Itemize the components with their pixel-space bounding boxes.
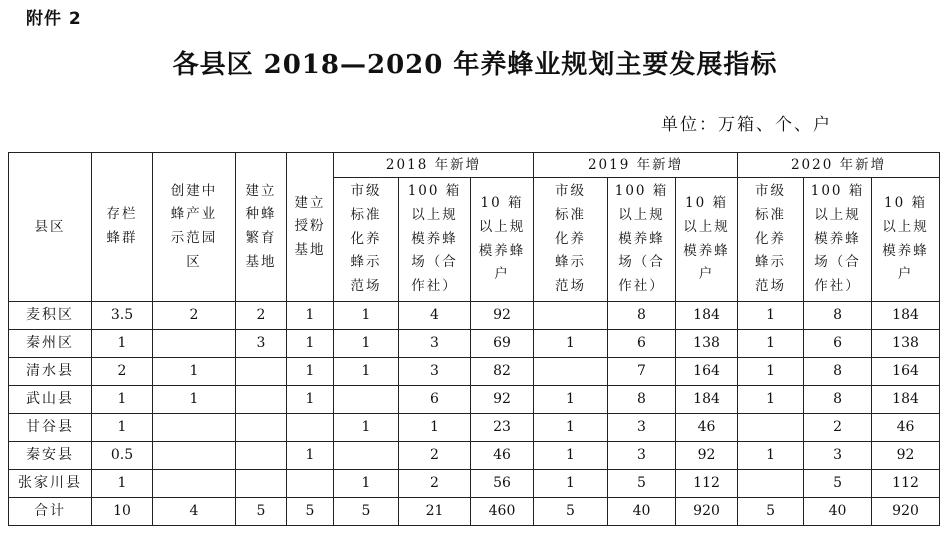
- y2020-household-cell: 138: [872, 330, 940, 358]
- y2018-coop-cell: 3: [399, 358, 471, 386]
- header-2019-demo-farm: 市级标准化养蜂示范场: [534, 178, 608, 302]
- county-cell: 秦州区: [9, 330, 92, 358]
- y2019-demo-cell: [534, 358, 608, 386]
- pollination-cell: 1: [287, 442, 334, 470]
- breeding-cell: 3: [236, 330, 287, 358]
- breeding-cell: [236, 414, 287, 442]
- header-park: 创建中蜂产业示范园区: [153, 153, 236, 302]
- y2018-demo-cell: [334, 442, 399, 470]
- header-stock: 存栏蜂群: [92, 153, 153, 302]
- breeding-cell: 5: [236, 498, 287, 526]
- stock-cell: 10: [92, 498, 153, 526]
- y2019-household-cell: 92: [676, 442, 738, 470]
- y2020-household-cell: 920: [872, 498, 940, 526]
- y2019-household-cell: 138: [676, 330, 738, 358]
- y2018-household-cell: 460: [471, 498, 534, 526]
- pollination-cell: [287, 470, 334, 498]
- table-row: [9, 442, 940, 470]
- pollination-cell: 5: [287, 498, 334, 526]
- y2018-coop-cell: 2: [399, 470, 471, 498]
- y2020-household-cell: 164: [872, 358, 940, 386]
- stock-cell: 1: [92, 470, 153, 498]
- unit-note: 单位：万箱、个、户: [661, 115, 832, 135]
- breeding-cell: [236, 386, 287, 414]
- y2019-household-cell: 112: [676, 470, 738, 498]
- y2019-coop-cell: 8: [608, 386, 676, 414]
- header-year-2018: 2018 年新增: [334, 153, 534, 178]
- stock-cell: 0.5: [92, 442, 153, 470]
- y2019-coop-cell: 40: [608, 498, 676, 526]
- y2020-household-cell: 184: [872, 302, 940, 330]
- y2020-demo-cell: 1: [738, 442, 804, 470]
- stock-cell: 1: [92, 330, 153, 358]
- park-cell: [153, 442, 236, 470]
- y2018-coop-cell: 21: [399, 498, 471, 526]
- y2019-household-cell: 920: [676, 498, 738, 526]
- county-cell: 甘谷县: [9, 414, 92, 442]
- y2019-coop-cell: 5: [608, 470, 676, 498]
- total-row: [9, 498, 940, 526]
- stock-cell: 1: [92, 414, 153, 442]
- header-2020-household: 10 箱以上规模养蜂户: [872, 178, 940, 302]
- header-year-2019: 2019 年新增: [534, 153, 738, 178]
- y2018-demo-cell: 1: [334, 470, 399, 498]
- y2018-demo-cell: 1: [334, 358, 399, 386]
- y2019-demo-cell: [534, 302, 608, 330]
- breeding-cell: [236, 470, 287, 498]
- y2018-coop-cell: 3: [399, 330, 471, 358]
- county-cell: 武山县: [9, 386, 92, 414]
- y2018-coop-cell: 4: [399, 302, 471, 330]
- indicator-table: [8, 152, 940, 526]
- pollination-cell: 1: [287, 358, 334, 386]
- y2019-coop-cell: 7: [608, 358, 676, 386]
- y2019-coop-cell: 8: [608, 302, 676, 330]
- table-row: [9, 414, 940, 442]
- y2018-coop-cell: 1: [399, 414, 471, 442]
- y2019-demo-cell: 1: [534, 414, 608, 442]
- y2020-demo-cell: [738, 414, 804, 442]
- y2020-demo-cell: 1: [738, 358, 804, 386]
- table-row: [9, 302, 940, 330]
- y2020-coop-cell: 8: [804, 302, 872, 330]
- header-2019-household: 10 箱以上规模养蜂户: [676, 178, 738, 302]
- header-2020-coop: 100 箱以上规模养蜂场（合作社）: [804, 178, 872, 302]
- header-pollination: 建立授粉基地: [287, 153, 334, 302]
- pollination-cell: [287, 414, 334, 442]
- y2020-coop-cell: 5: [804, 470, 872, 498]
- y2020-demo-cell: 1: [738, 386, 804, 414]
- attachment-label: 附件 2: [26, 9, 82, 29]
- y2018-demo-cell: 1: [334, 414, 399, 442]
- y2018-demo-cell: 5: [334, 498, 399, 526]
- y2019-coop-cell: 3: [608, 442, 676, 470]
- header-2018-demo-farm: 市级标准化养蜂示范场: [334, 178, 399, 302]
- table-row: [9, 386, 940, 414]
- county-cell: 麦积区: [9, 302, 92, 330]
- y2020-demo-cell: 5: [738, 498, 804, 526]
- y2018-household-cell: 92: [471, 386, 534, 414]
- y2020-coop-cell: 8: [804, 386, 872, 414]
- y2018-household-cell: 69: [471, 330, 534, 358]
- y2019-demo-cell: 1: [534, 330, 608, 358]
- park-cell: 1: [153, 358, 236, 386]
- header-2019-coop: 100 箱以上规模养蜂场（合作社）: [608, 178, 676, 302]
- header-county: 县区: [9, 153, 92, 302]
- park-cell: 2: [153, 302, 236, 330]
- pollination-cell: 1: [287, 386, 334, 414]
- y2019-demo-cell: 1: [534, 442, 608, 470]
- pollination-cell: 1: [287, 302, 334, 330]
- park-cell: [153, 330, 236, 358]
- county-cell: 合计: [9, 498, 92, 526]
- y2018-household-cell: 82: [471, 358, 534, 386]
- y2019-coop-cell: 3: [608, 414, 676, 442]
- county-cell: 秦安县: [9, 442, 92, 470]
- table-header: [9, 153, 940, 302]
- y2020-household-cell: 46: [872, 414, 940, 442]
- y2020-coop-cell: 8: [804, 358, 872, 386]
- header-2018-household: 10 箱以上规模养蜂户: [471, 178, 534, 302]
- park-cell: 4: [153, 498, 236, 526]
- y2018-demo-cell: 1: [334, 302, 399, 330]
- y2020-coop-cell: 6: [804, 330, 872, 358]
- stock-cell: 2: [92, 358, 153, 386]
- y2020-household-cell: 92: [872, 442, 940, 470]
- y2020-demo-cell: 1: [738, 330, 804, 358]
- stock-cell: 1: [92, 386, 153, 414]
- y2019-coop-cell: 6: [608, 330, 676, 358]
- breeding-cell: [236, 358, 287, 386]
- header-row-1: [9, 153, 940, 178]
- park-cell: 1: [153, 386, 236, 414]
- header-year-2020: 2020 年新增: [738, 153, 940, 178]
- park-cell: [153, 414, 236, 442]
- county-cell: 清水县: [9, 358, 92, 386]
- y2020-demo-cell: 1: [738, 302, 804, 330]
- y2020-coop-cell: 40: [804, 498, 872, 526]
- y2018-household-cell: 92: [471, 302, 534, 330]
- y2018-household-cell: 56: [471, 470, 534, 498]
- county-cell: 张家川县: [9, 470, 92, 498]
- y2020-household-cell: 112: [872, 470, 940, 498]
- stock-cell: 3.5: [92, 302, 153, 330]
- header-2018-coop: 100 箱以上规模养蜂场（合作社）: [399, 178, 471, 302]
- y2019-household-cell: 184: [676, 386, 738, 414]
- table-row: [9, 358, 940, 386]
- y2018-demo-cell: 1: [334, 330, 399, 358]
- y2020-coop-cell: 2: [804, 414, 872, 442]
- table-row: [9, 470, 940, 498]
- y2020-coop-cell: 3: [804, 442, 872, 470]
- y2018-household-cell: 23: [471, 414, 534, 442]
- y2019-demo-cell: 1: [534, 386, 608, 414]
- y2020-demo-cell: [738, 470, 804, 498]
- y2019-household-cell: 46: [676, 414, 738, 442]
- y2019-demo-cell: 1: [534, 470, 608, 498]
- table-row: [9, 330, 940, 358]
- y2019-demo-cell: 5: [534, 498, 608, 526]
- y2019-household-cell: 164: [676, 358, 738, 386]
- park-cell: [153, 470, 236, 498]
- document-title: 各县区 2018—2020 年养蜂业规划主要发展指标: [172, 50, 778, 80]
- header-breeding: 建立种蜂繁育基地: [236, 153, 287, 302]
- breeding-cell: [236, 442, 287, 470]
- y2020-household-cell: 184: [872, 386, 940, 414]
- y2018-household-cell: 46: [471, 442, 534, 470]
- y2018-demo-cell: [334, 386, 399, 414]
- header-2020-demo-farm: 市级标准化养蜂示范场: [738, 178, 804, 302]
- y2019-household-cell: 184: [676, 302, 738, 330]
- y2018-coop-cell: 6: [399, 386, 471, 414]
- table-body: [9, 302, 940, 526]
- y2018-coop-cell: 2: [399, 442, 471, 470]
- pollination-cell: 1: [287, 330, 334, 358]
- breeding-cell: 2: [236, 302, 287, 330]
